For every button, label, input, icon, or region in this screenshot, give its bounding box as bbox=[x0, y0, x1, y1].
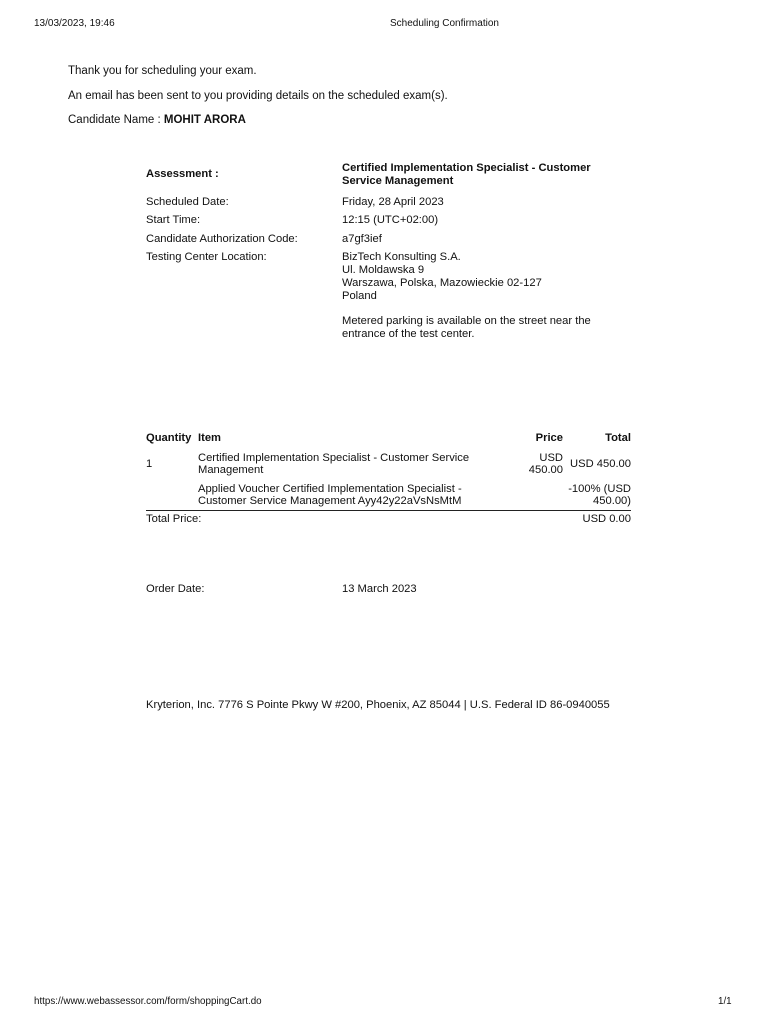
authorization-code-label: Candidate Authorization Code: bbox=[146, 233, 298, 245]
address-line: Ul. Moldawska 9 bbox=[342, 264, 425, 276]
order-date-value: 13 March 2023 bbox=[342, 583, 417, 595]
page-number: 1/1 bbox=[718, 996, 732, 1007]
item-cell: Applied Voucher Certified Implementation Specialist - Customer Service Management Ayy42y22aVsNsMtM bbox=[198, 482, 462, 507]
table-row bbox=[146, 480, 631, 511]
print-page-title: Scheduling Confirmation bbox=[390, 18, 499, 29]
total-header: Total bbox=[605, 432, 631, 444]
table-row bbox=[146, 448, 631, 480]
quantity-cell bbox=[146, 480, 198, 511]
item-header: Item bbox=[198, 432, 222, 444]
order-table-header bbox=[146, 432, 631, 448]
price-cell: USD 450.00 bbox=[528, 451, 563, 476]
candidate-name-value: MOHIT ARORA bbox=[163, 114, 246, 126]
quantity-header: Quantity bbox=[146, 432, 192, 444]
parking-note: Metered parking is available on the street near the entrance of the test center. bbox=[342, 315, 591, 340]
price-header: Price bbox=[535, 432, 563, 444]
quantity-cell: 1 bbox=[146, 457, 153, 470]
address-line: Poland bbox=[342, 290, 377, 302]
testing-center-address bbox=[342, 251, 622, 303]
assessment-label: Assessment : bbox=[146, 168, 219, 180]
item-cell: Certified Implementation Specialist - Customer Service Management bbox=[198, 451, 470, 476]
testing-center-location-label: Testing Center Location: bbox=[146, 251, 267, 263]
scheduled-date-label: Scheduled Date: bbox=[146, 196, 229, 208]
order-table bbox=[146, 432, 631, 527]
total-price-row bbox=[146, 511, 631, 528]
candidate-name-line bbox=[68, 114, 246, 126]
total-cell: USD 450.00 bbox=[570, 457, 631, 470]
email-sent-message: An email has been sent to you providing details on the scheduled exam(s). bbox=[68, 90, 448, 102]
page-url: https://www.webassessor.com/form/shoppingCart.do bbox=[34, 996, 262, 1007]
candidate-name-label: Candidate Name : bbox=[68, 114, 164, 126]
authorization-code-value: a7gf3ief bbox=[342, 233, 382, 245]
total-price-value: USD 0.00 bbox=[582, 512, 631, 525]
thank-you-message: Thank you for scheduling your exam. bbox=[68, 65, 257, 77]
start-time-value: 12:15 (UTC+02:00) bbox=[342, 214, 439, 226]
scheduled-date-value: Friday, 28 April 2023 bbox=[342, 196, 444, 208]
order-date-label: Order Date: bbox=[146, 583, 205, 595]
address-line: Warszawa, Polska, Mazowieckie 02-127 bbox=[342, 277, 542, 289]
price-cell bbox=[513, 480, 563, 511]
total-price-label: Total Price: bbox=[146, 512, 202, 525]
start-time-label: Start Time: bbox=[146, 214, 201, 226]
assessment-value: Certified Implementation Specialist - Customer Service Management bbox=[342, 162, 591, 187]
address-line: BizTech Konsulting S.A. bbox=[342, 251, 461, 263]
total-cell: -100% (USD 450.00) bbox=[568, 482, 631, 507]
print-datetime: 13/03/2023, 19:46 bbox=[34, 18, 115, 29]
company-footer: Kryterion, Inc. 7776 S Pointe Pkwy W #200, Phoenix, AZ 85044 | U.S. Federal ID 86-0940055 bbox=[146, 699, 610, 711]
